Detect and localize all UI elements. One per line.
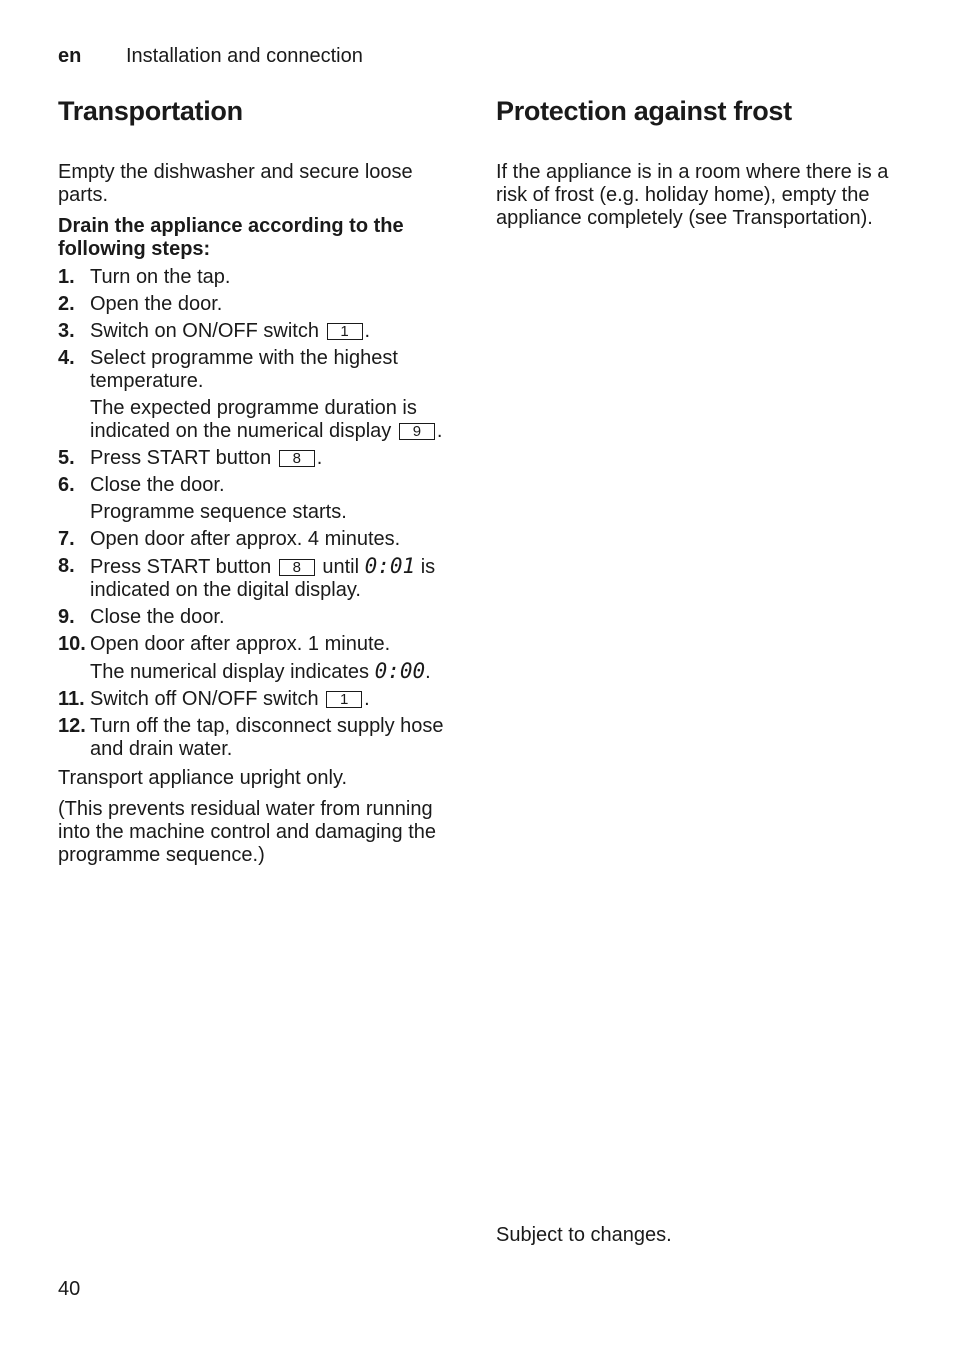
language-code: en	[58, 45, 82, 67]
upright-instruction: Transport appliance upright only.	[58, 767, 348, 789]
step-2: 2. Open the door.	[58, 293, 223, 315]
step-5: 5. Press START button 8 .	[58, 447, 323, 469]
step-10: 10. Open door after approx. 1 minute. The numerical display indicates 0:00.	[58, 633, 431, 683]
lcd-readout: 0:01	[364, 554, 416, 578]
transportation-heading: Transportation	[58, 96, 243, 126]
page-number: 40	[58, 1278, 81, 1300]
upright-note: (This prevents residual water from running into the machine control and damaging the programme sequence.)	[58, 798, 437, 866]
transportation-column	[58, 96, 458, 875]
switch-ref-box: 1	[327, 323, 363, 340]
step-8: 8. Press START button 8 until 0:01 is indicated on the digital display.	[58, 554, 436, 601]
step-11: 11. Switch off ON/OFF switch 1 .	[58, 688, 370, 710]
display-ref-box: 9	[399, 423, 435, 440]
step-3: 3. Switch on ON/OFF switch 1 .	[58, 320, 371, 342]
step-7: 7. Open door after approx. 4 minutes.	[58, 528, 401, 550]
step-6: 6. Close the door. Programme sequence starts.	[58, 474, 347, 523]
switch-ref-box: 1	[326, 691, 362, 708]
step-12: 12. Turn off the tap, disconnect supply hose and drain water.	[58, 715, 444, 760]
drain-steps-list	[58, 266, 458, 761]
subject-to-changes: Subject to changes.	[496, 1224, 672, 1246]
steps-heading: Drain the appliance according to the following steps:	[58, 215, 404, 260]
frost-body: If the appliance is in a room where there is a risk of frost (e.g. holiday home), empty the appliance completely (see Transportation).	[496, 161, 889, 229]
frost-heading: Protection against frost	[496, 96, 792, 126]
transportation-intro: Empty the dishwasher and secure loose parts.	[58, 161, 413, 206]
lcd-readout: 0:00	[374, 659, 426, 683]
start-button-ref-box: 8	[279, 450, 315, 467]
step-1: 1. Turn on the tap.	[58, 266, 231, 288]
section-title: Installation and connection	[126, 45, 363, 67]
step-4: 4. Select programme with the highest temperature. The expected programme duration is indicated on the numerical display 9 .	[58, 347, 443, 442]
start-button-ref-box: 8	[279, 559, 315, 576]
page-header	[58, 45, 363, 68]
step-9: 9. Close the door.	[58, 606, 225, 628]
frost-column	[496, 96, 896, 238]
